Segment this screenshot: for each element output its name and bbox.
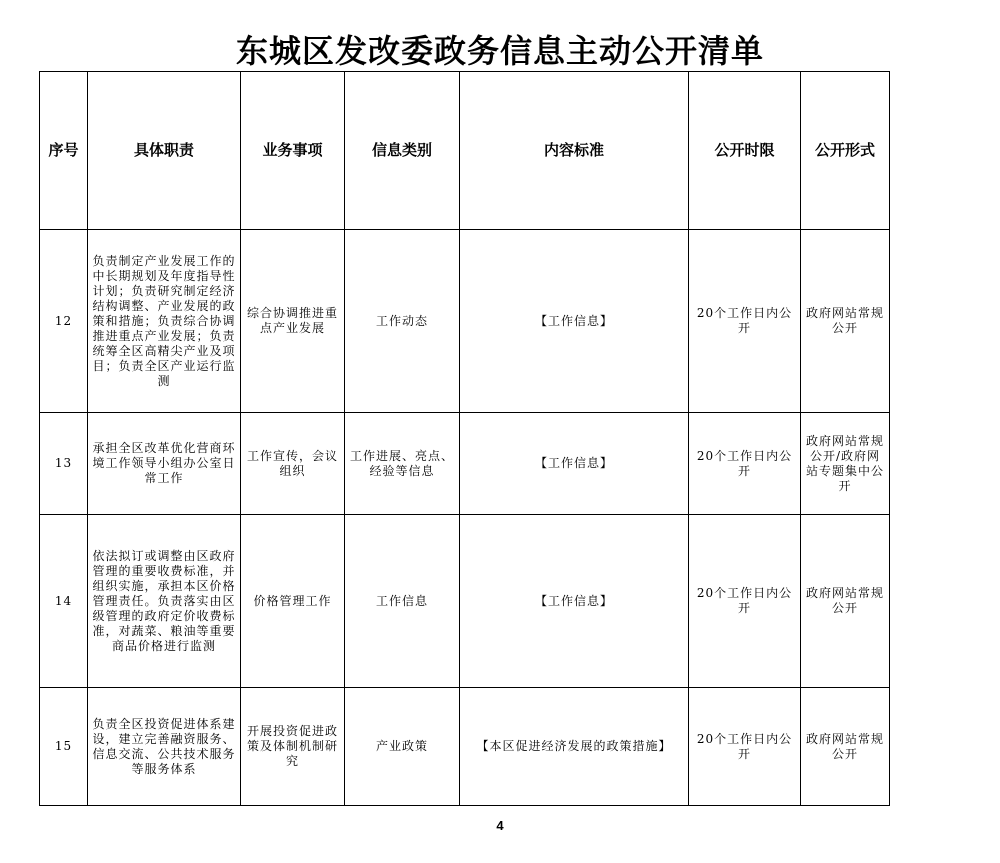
time-limit-cell: 20个工作日内公开 xyxy=(689,688,801,806)
duty-cell: 依法拟订或调整由区政府管理的重要收费标准，并组织实施，承担本区价格管理责任。负责落实由区级管理的政府定价收费标准，对蔬菜、粮油等重要商品价格进行监测 xyxy=(88,515,241,688)
row-number: 13 xyxy=(40,413,88,515)
column-header-item: 业务事项 xyxy=(241,72,345,230)
disclosure-table xyxy=(39,71,890,806)
page-number: 4 xyxy=(496,818,504,833)
category-cell: 产业政策 xyxy=(345,688,460,806)
standard-cell: 【本区促进经济发展的政策措施】 xyxy=(460,688,689,806)
time-limit-cell: 20个工作日内公开 xyxy=(689,230,801,413)
table-row xyxy=(40,230,890,413)
item-cell: 价格管理工作 xyxy=(241,515,345,688)
page-title: 东城区发改委政务信息主动公开清单 xyxy=(235,32,764,70)
column-header-form: 公开形式 xyxy=(801,72,890,230)
form-cell: 政府网站常规公开/政府网站专题集中公开 xyxy=(801,413,890,515)
form-cell: 政府网站常规公开 xyxy=(801,230,890,413)
standard-cell: 【工作信息】 xyxy=(460,413,689,515)
item-cell: 开展投资促进政策及体制机制研究 xyxy=(241,688,345,806)
standard-cell: 【工作信息】 xyxy=(460,230,689,413)
form-cell: 政府网站常规公开 xyxy=(801,515,890,688)
standard-cell: 【工作信息】 xyxy=(460,515,689,688)
category-cell: 工作信息 xyxy=(345,515,460,688)
row-number: 14 xyxy=(40,515,88,688)
table-header-row xyxy=(40,72,890,230)
row-number: 12 xyxy=(40,230,88,413)
column-header-no: 序号 xyxy=(40,72,88,230)
table-row xyxy=(40,515,890,688)
table-row xyxy=(40,688,890,806)
table-row xyxy=(40,413,890,515)
category-cell: 工作进展、亮点、经验等信息 xyxy=(345,413,460,515)
time-limit-cell: 20个工作日内公开 xyxy=(689,413,801,515)
column-header-category: 信息类别 xyxy=(345,72,460,230)
item-cell: 工作宣传，会议组织 xyxy=(241,413,345,515)
column-header-time-limit: 公开时限 xyxy=(689,72,801,230)
duty-cell: 负责制定产业发展工作的中长期规划及年度指导性计划；负责研究制定经济结构调整、产业发展的政策和措施；负责综合协调推进重点产业发展；负责统筹全区高精尖产业及项目；负责全区产业运行监测 xyxy=(88,230,241,413)
item-cell: 综合协调推进重点产业发展 xyxy=(241,230,345,413)
duty-cell: 承担全区改革优化营商环境工作领导小组办公室日常工作 xyxy=(88,413,241,515)
duty-cell: 负责全区投资促进体系建设，建立完善融资服务、信息交流、公共技术服务等服务体系 xyxy=(88,688,241,806)
column-header-standard: 内容标准 xyxy=(460,72,689,230)
form-cell: 政府网站常规公开 xyxy=(801,688,890,806)
column-header-duty: 具体职责 xyxy=(88,72,241,230)
row-number: 15 xyxy=(40,688,88,806)
category-cell: 工作动态 xyxy=(345,230,460,413)
time-limit-cell: 20个工作日内公开 xyxy=(689,515,801,688)
